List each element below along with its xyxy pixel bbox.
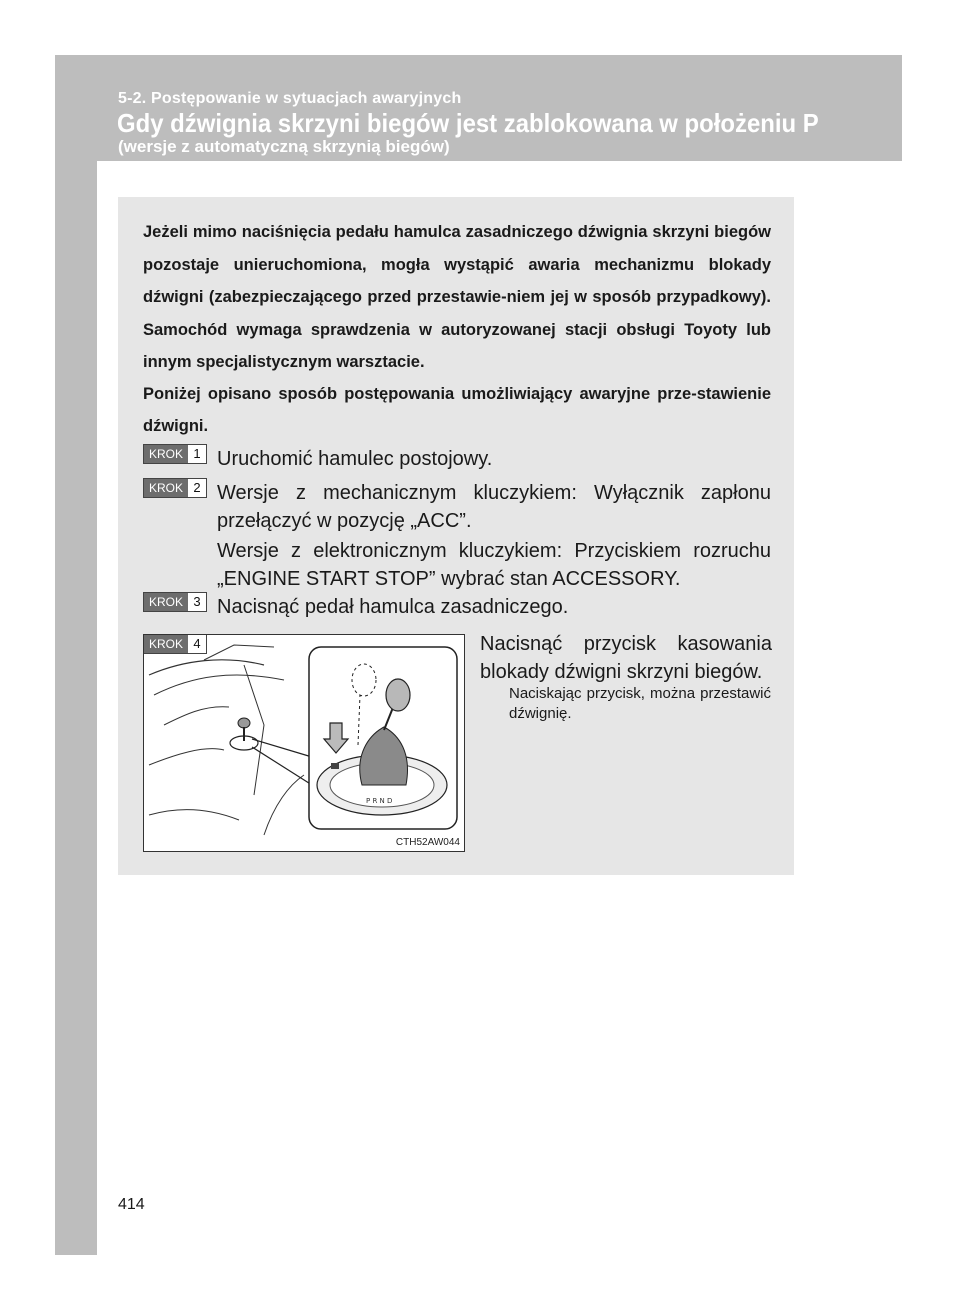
step-2-text: Wersje z mechanicznym kluczykiem: Wyłącznik zapłonu przełączyć w pozycję „ACC”. [217,482,771,532]
step-badge-label: KROK [144,479,188,497]
intro-paragraph-2: Poniżej opisano sposób postępowania umożliwiający awaryjne prze-stawienie dźwigni. [143,385,771,435]
svg-text:P R N D: P R N D [366,797,393,805]
step-3-text: Nacisnąć pedał hamulca zasadniczego. [217,596,569,618]
page-title: Gdy dźwignia skrzyni biegów jest zablokowana w położeniu P [117,108,819,138]
step-1-text: Uruchomić hamulec postojowy. [217,448,493,470]
page-subtitle: (wersje z automatyczną skrzynią biegów) [118,137,450,156]
step-4-badge [144,635,207,654]
side-strip [55,55,97,1255]
step-badge-number: 1 [188,445,206,463]
step-3-badge [143,592,207,612]
step-badge-number: 2 [188,479,206,497]
page-number: 414 [118,1196,145,1213]
step-2-text-alt: Wersje z elektronicznym kluczykiem: Przyciskiem rozruchu „ENGINE START STOP” wybrać stan ACCESSORY. [217,540,771,590]
step-badge-label: KROK [144,635,188,653]
shift-lock-release-figure [143,634,465,852]
step-badge-number: 3 [188,593,206,611]
step-1-badge [143,444,207,464]
step-2-badge [143,478,207,498]
step-badge-label: KROK [144,593,188,611]
step-badge-label: KROK [144,445,188,463]
shift-lever-illustration [144,635,464,851]
step-4-text: Nacisnąć przycisk kasowania blokady dźwigni skrzyni biegów. [480,633,772,683]
figure-code: CTH52AW044 [395,837,460,848]
step-badge-number: 4 [188,635,206,653]
section-label: 5-2. Postępowanie w sytuacjach awaryjnych [118,90,462,107]
intro-paragraph: Jeżeli mimo naciśnięcia pedału hamulca zasadniczego dźwignia skrzyni biegów pozostaje unieruchomiona, mogła wystąpić awaria mechanizmu blokady dźwigni (zabezpieczającego przed przestawie-niem jej w sposób przypadkowy). Samochód wymaga sprawdzenia w autoryzowanej stacji obsługi Toyoty lub innym specjalistycznym warsztacie. [143,223,771,371]
step-4-note: Naciskając przycisk, można przestawić dźwignię. [509,685,771,722]
